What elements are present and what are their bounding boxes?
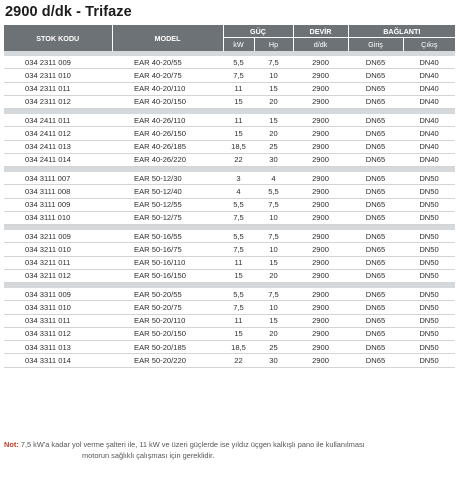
cell-outlet: DN40 [403,69,455,82]
cell-hp: 30 [254,153,293,166]
cell-model: EAR 40-26/150 [112,127,223,140]
cell-outlet: DN50 [403,288,455,301]
cell-inlet: DN65 [348,269,403,282]
table-row [4,198,455,211]
header-speed: DEVİR [293,25,348,38]
table-row [4,243,455,256]
cell-hp: 15 [254,314,293,327]
cell-model: EAR 50-20/185 [112,341,223,354]
cell-rpm: 2900 [293,269,348,282]
cell-inlet: DN65 [348,140,403,153]
cell-rpm: 2900 [293,198,348,211]
cell-stock-code: 034 3311 014 [4,354,112,367]
cell-inlet: DN65 [348,288,403,301]
cell-inlet: DN65 [348,56,403,69]
table-row [4,314,455,327]
table-header [4,25,455,51]
cell-inlet: DN65 [348,211,403,224]
cell-inlet: DN65 [348,314,403,327]
cell-model: EAR 50-12/40 [112,185,223,198]
cell-outlet: DN50 [403,314,455,327]
cell-kw: 22 [223,354,254,367]
cell-kw: 3 [223,172,254,185]
cell-kw: 5,5 [223,56,254,69]
header-hp: Hp [254,38,293,52]
cell-inlet: DN65 [348,185,403,198]
cell-stock-code: 034 2311 012 [4,95,112,108]
table-row [4,172,455,185]
cell-hp: 30 [254,354,293,367]
cell-stock-code: 034 3211 012 [4,269,112,282]
cell-hp: 25 [254,140,293,153]
cell-inlet: DN65 [348,95,403,108]
cell-stock-code: 034 2411 013 [4,140,112,153]
cell-kw: 5,5 [223,198,254,211]
cell-hp: 15 [254,82,293,95]
cell-model: EAR 40-20/150 [112,95,223,108]
cell-stock-code: 034 3211 010 [4,243,112,256]
cell-model: EAR 40-20/110 [112,82,223,95]
table-row [4,354,455,367]
cell-kw: 15 [223,95,254,108]
cell-kw: 4 [223,185,254,198]
cell-inlet: DN65 [348,243,403,256]
cell-stock-code: 034 3311 013 [4,341,112,354]
cell-outlet: DN50 [403,172,455,185]
cell-model: EAR 50-12/75 [112,211,223,224]
cell-model: EAR 50-20/75 [112,301,223,314]
cell-hp: 4 [254,172,293,185]
table-row [4,140,455,153]
cell-stock-code: 034 3211 011 [4,256,112,269]
cell-rpm: 2900 [293,69,348,82]
cell-stock-code: 034 3111 009 [4,198,112,211]
header-model: MODEL [112,25,223,51]
cell-kw: 7,5 [223,301,254,314]
cell-hp: 5,5 [254,185,293,198]
cell-hp: 10 [254,243,293,256]
pump-spec-table [4,25,455,368]
cell-hp: 10 [254,301,293,314]
cell-outlet: DN50 [403,327,455,340]
cell-inlet: DN65 [348,114,403,127]
cell-outlet: DN40 [403,153,455,166]
cell-model: EAR 50-20/110 [112,314,223,327]
header-outlet: Çıkış [403,38,455,52]
cell-inlet: DN65 [348,354,403,367]
cell-model: EAR 40-26/185 [112,140,223,153]
cell-hp: 7,5 [254,288,293,301]
cell-model: EAR 40-26/110 [112,114,223,127]
cell-rpm: 2900 [293,114,348,127]
header-kw: kW [223,38,254,52]
cell-model: EAR 50-12/55 [112,198,223,211]
cell-stock-code: 034 2411 014 [4,153,112,166]
cell-model: EAR 50-20/55 [112,288,223,301]
cell-model: EAR 40-20/55 [112,56,223,69]
table-row [4,230,455,243]
cell-outlet: DN40 [403,95,455,108]
cell-hp: 10 [254,69,293,82]
page-title: 2900 d/dk - Trifaze [5,4,132,20]
cell-model: EAR 50-16/75 [112,243,223,256]
cell-hp: 25 [254,341,293,354]
cell-rpm: 2900 [293,256,348,269]
cell-kw: 18,5 [223,140,254,153]
cell-outlet: DN40 [403,140,455,153]
cell-rpm: 2900 [293,314,348,327]
cell-stock-code: 034 3111 007 [4,172,112,185]
cell-outlet: DN50 [403,185,455,198]
cell-outlet: DN50 [403,341,455,354]
cell-model: EAR 50-16/55 [112,230,223,243]
cell-hp: 7,5 [254,56,293,69]
cell-kw: 15 [223,127,254,140]
table-row [4,327,455,340]
cell-kw: 11 [223,256,254,269]
note-label: Not: [4,440,19,449]
cell-rpm: 2900 [293,56,348,69]
cell-rpm: 2900 [293,172,348,185]
note-line-2: motorun sağlıklı çalışması için gereklidir. [82,451,215,460]
cell-kw: 18,5 [223,341,254,354]
cell-hp: 20 [254,269,293,282]
cell-model: EAR 50-20/220 [112,354,223,367]
cell-rpm: 2900 [293,140,348,153]
cell-kw: 15 [223,327,254,340]
cell-outlet: DN40 [403,114,455,127]
cell-hp: 20 [254,327,293,340]
cell-inlet: DN65 [348,127,403,140]
cell-outlet: DN40 [403,82,455,95]
note-line-1: 7,5 kW'a kadar yol verme şalteri ile, 11 kW ve üzeri güçlerde ise yıldız üçgen kalkışlı pano ile kullanılması [20,440,365,449]
cell-rpm: 2900 [293,327,348,340]
cell-kw: 22 [223,153,254,166]
cell-inlet: DN65 [348,153,403,166]
cell-rpm: 2900 [293,230,348,243]
cell-stock-code: 034 2311 010 [4,69,112,82]
cell-inlet: DN65 [348,198,403,211]
cell-hp: 20 [254,95,293,108]
table-row [4,256,455,269]
cell-kw: 7,5 [223,69,254,82]
header-stock-code: STOK KODU [4,25,112,51]
cell-inlet: DN65 [348,172,403,185]
header-inlet: Giriş [348,38,403,52]
cell-hp: 15 [254,114,293,127]
cell-rpm: 2900 [293,185,348,198]
cell-rpm: 2900 [293,82,348,95]
table-row [4,69,455,82]
cell-outlet: DN50 [403,269,455,282]
cell-hp: 7,5 [254,198,293,211]
cell-stock-code: 034 3311 011 [4,314,112,327]
cell-rpm: 2900 [293,301,348,314]
cell-hp: 10 [254,211,293,224]
cell-kw: 15 [223,269,254,282]
cell-outlet: DN50 [403,211,455,224]
table-row [4,127,455,140]
table-row [4,153,455,166]
cell-stock-code: 034 2311 009 [4,56,112,69]
cell-rpm: 2900 [293,211,348,224]
cell-stock-code: 034 3311 012 [4,327,112,340]
cell-inlet: DN65 [348,256,403,269]
cell-hp: 20 [254,127,293,140]
cell-outlet: DN50 [403,198,455,211]
cell-stock-code: 034 3111 010 [4,211,112,224]
table-row [4,114,455,127]
cell-rpm: 2900 [293,288,348,301]
cell-model: EAR 50-16/110 [112,256,223,269]
cell-rpm: 2900 [293,153,348,166]
table-body [4,51,455,367]
table-row [4,288,455,301]
table-row [4,301,455,314]
cell-stock-code: 034 2311 011 [4,82,112,95]
cell-model: EAR 50-16/150 [112,269,223,282]
cell-rpm: 2900 [293,341,348,354]
table-row [4,185,455,198]
table-row [4,82,455,95]
cell-stock-code: 034 3211 009 [4,230,112,243]
cell-model: EAR 40-20/75 [112,69,223,82]
cell-kw: 11 [223,114,254,127]
cell-rpm: 2900 [293,95,348,108]
cell-outlet: DN50 [403,243,455,256]
cell-inlet: DN65 [348,230,403,243]
cell-outlet: DN50 [403,230,455,243]
cell-rpm: 2900 [293,354,348,367]
table-row [4,56,455,69]
cell-inlet: DN65 [348,327,403,340]
header-connection: BAĞLANTI [348,25,455,38]
cell-rpm: 2900 [293,243,348,256]
cell-inlet: DN65 [348,82,403,95]
cell-stock-code: 034 2411 011 [4,114,112,127]
cell-rpm: 2900 [293,127,348,140]
table-row [4,95,455,108]
header-power: GÜÇ [223,25,293,38]
cell-hp: 7,5 [254,230,293,243]
cell-outlet: DN40 [403,127,455,140]
cell-stock-code: 034 2411 012 [4,127,112,140]
cell-inlet: DN65 [348,69,403,82]
cell-stock-code: 034 3111 008 [4,185,112,198]
cell-outlet: DN50 [403,301,455,314]
cell-model: EAR 50-20/150 [112,327,223,340]
table-row [4,341,455,354]
cell-outlet: DN40 [403,56,455,69]
table-row [4,211,455,224]
cell-model: EAR 40-26/220 [112,153,223,166]
header-ddk: d/dk [293,38,348,52]
footnote [4,439,454,461]
table-row [4,269,455,282]
cell-kw: 7,5 [223,211,254,224]
cell-model: EAR 50-12/30 [112,172,223,185]
cell-inlet: DN65 [348,341,403,354]
cell-kw: 5,5 [223,230,254,243]
cell-stock-code: 034 3311 009 [4,288,112,301]
cell-kw: 11 [223,314,254,327]
cell-hp: 15 [254,256,293,269]
cell-kw: 5,5 [223,288,254,301]
cell-kw: 7,5 [223,243,254,256]
cell-outlet: DN50 [403,256,455,269]
cell-stock-code: 034 3311 010 [4,301,112,314]
cell-kw: 11 [223,82,254,95]
cell-outlet: DN50 [403,354,455,367]
cell-inlet: DN65 [348,301,403,314]
